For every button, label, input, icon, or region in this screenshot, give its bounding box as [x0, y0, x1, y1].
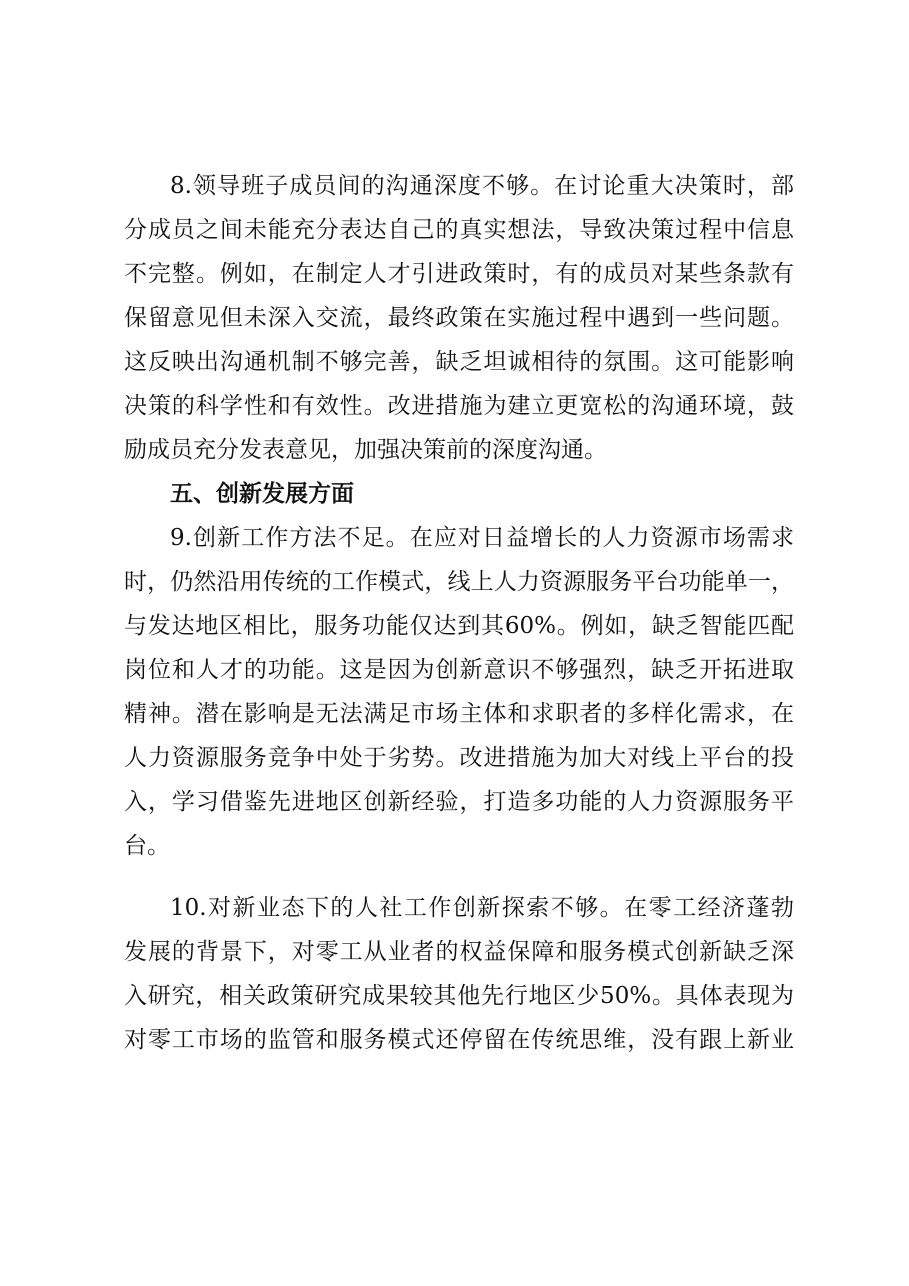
paragraph-8-line-6: 决策的科学性和有效性。改进措施为建立更宽松的沟通环境，鼓	[124, 393, 794, 419]
paragraph-9-line-8: 台。	[124, 833, 170, 859]
paragraph-9-line-2: 时，仍然沿用传统的工作模式，线上人力资源服务平台功能单一，	[124, 569, 794, 595]
paragraph-9-line-5: 精神。潜在影响是无法满足市场主体和求职者的多样化需求，在	[124, 701, 794, 727]
paragraph-10-line-3: 入研究，相关政策研究成果较其他先行地区少50%。具体表现为	[124, 983, 794, 1009]
paragraph-9-line-1: 9.创新工作方法不足。在应对日益增长的人力资源市场需求	[170, 525, 794, 551]
paragraph-8-line-3: 不完整。例如，在制定人才引进政策时，有的成员对某些条款有	[124, 261, 794, 287]
paragraph-8-line-5: 这反映出沟通机制不够完善，缺乏坦诚相待的氛围。这可能影响	[124, 349, 794, 375]
paragraph-8-line-4: 保留意见但未深入交流，最终政策在实施过程中遇到一些问题。	[124, 305, 794, 331]
paragraph-9-line-7: 入，学习借鉴先进地区创新经验，打造多功能的人力资源服务平	[124, 789, 794, 815]
paragraph-9-line-3: 与发达地区相比，服务功能仅达到其60%。例如，缺乏智能匹配	[124, 613, 794, 639]
paragraph-9-line-6: 人力资源服务竞争中处于劣势。改进措施为加大对线上平台的投	[124, 745, 794, 771]
paragraph-8-line-7: 励成员充分发表意见，加强决策前的深度沟通。	[124, 437, 607, 463]
section-heading-innovation: 五、创新发展方面	[170, 481, 354, 507]
paragraph-8-line-2: 分成员之间未能充分表达自己的真实想法，导致决策过程中信息	[124, 217, 794, 243]
paragraph-10-line-1: 10.对新业态下的人社工作创新探索不够。在零工经济蓬勃	[170, 895, 794, 921]
paragraph-10-line-2: 发展的背景下，对零工从业者的权益保障和服务模式创新缺乏深	[124, 939, 794, 965]
paragraph-10-line-4: 对零工市场的监管和服务模式还停留在传统思维，没有跟上新业	[124, 1027, 794, 1053]
paragraph-8-line-1: 8.领导班子成员间的沟通深度不够。在讨论重大决策时，部	[170, 173, 794, 199]
paragraph-9-line-4: 岗位和人才的功能。这是因为创新意识不够强烈，缺乏开拓进取	[124, 657, 794, 683]
